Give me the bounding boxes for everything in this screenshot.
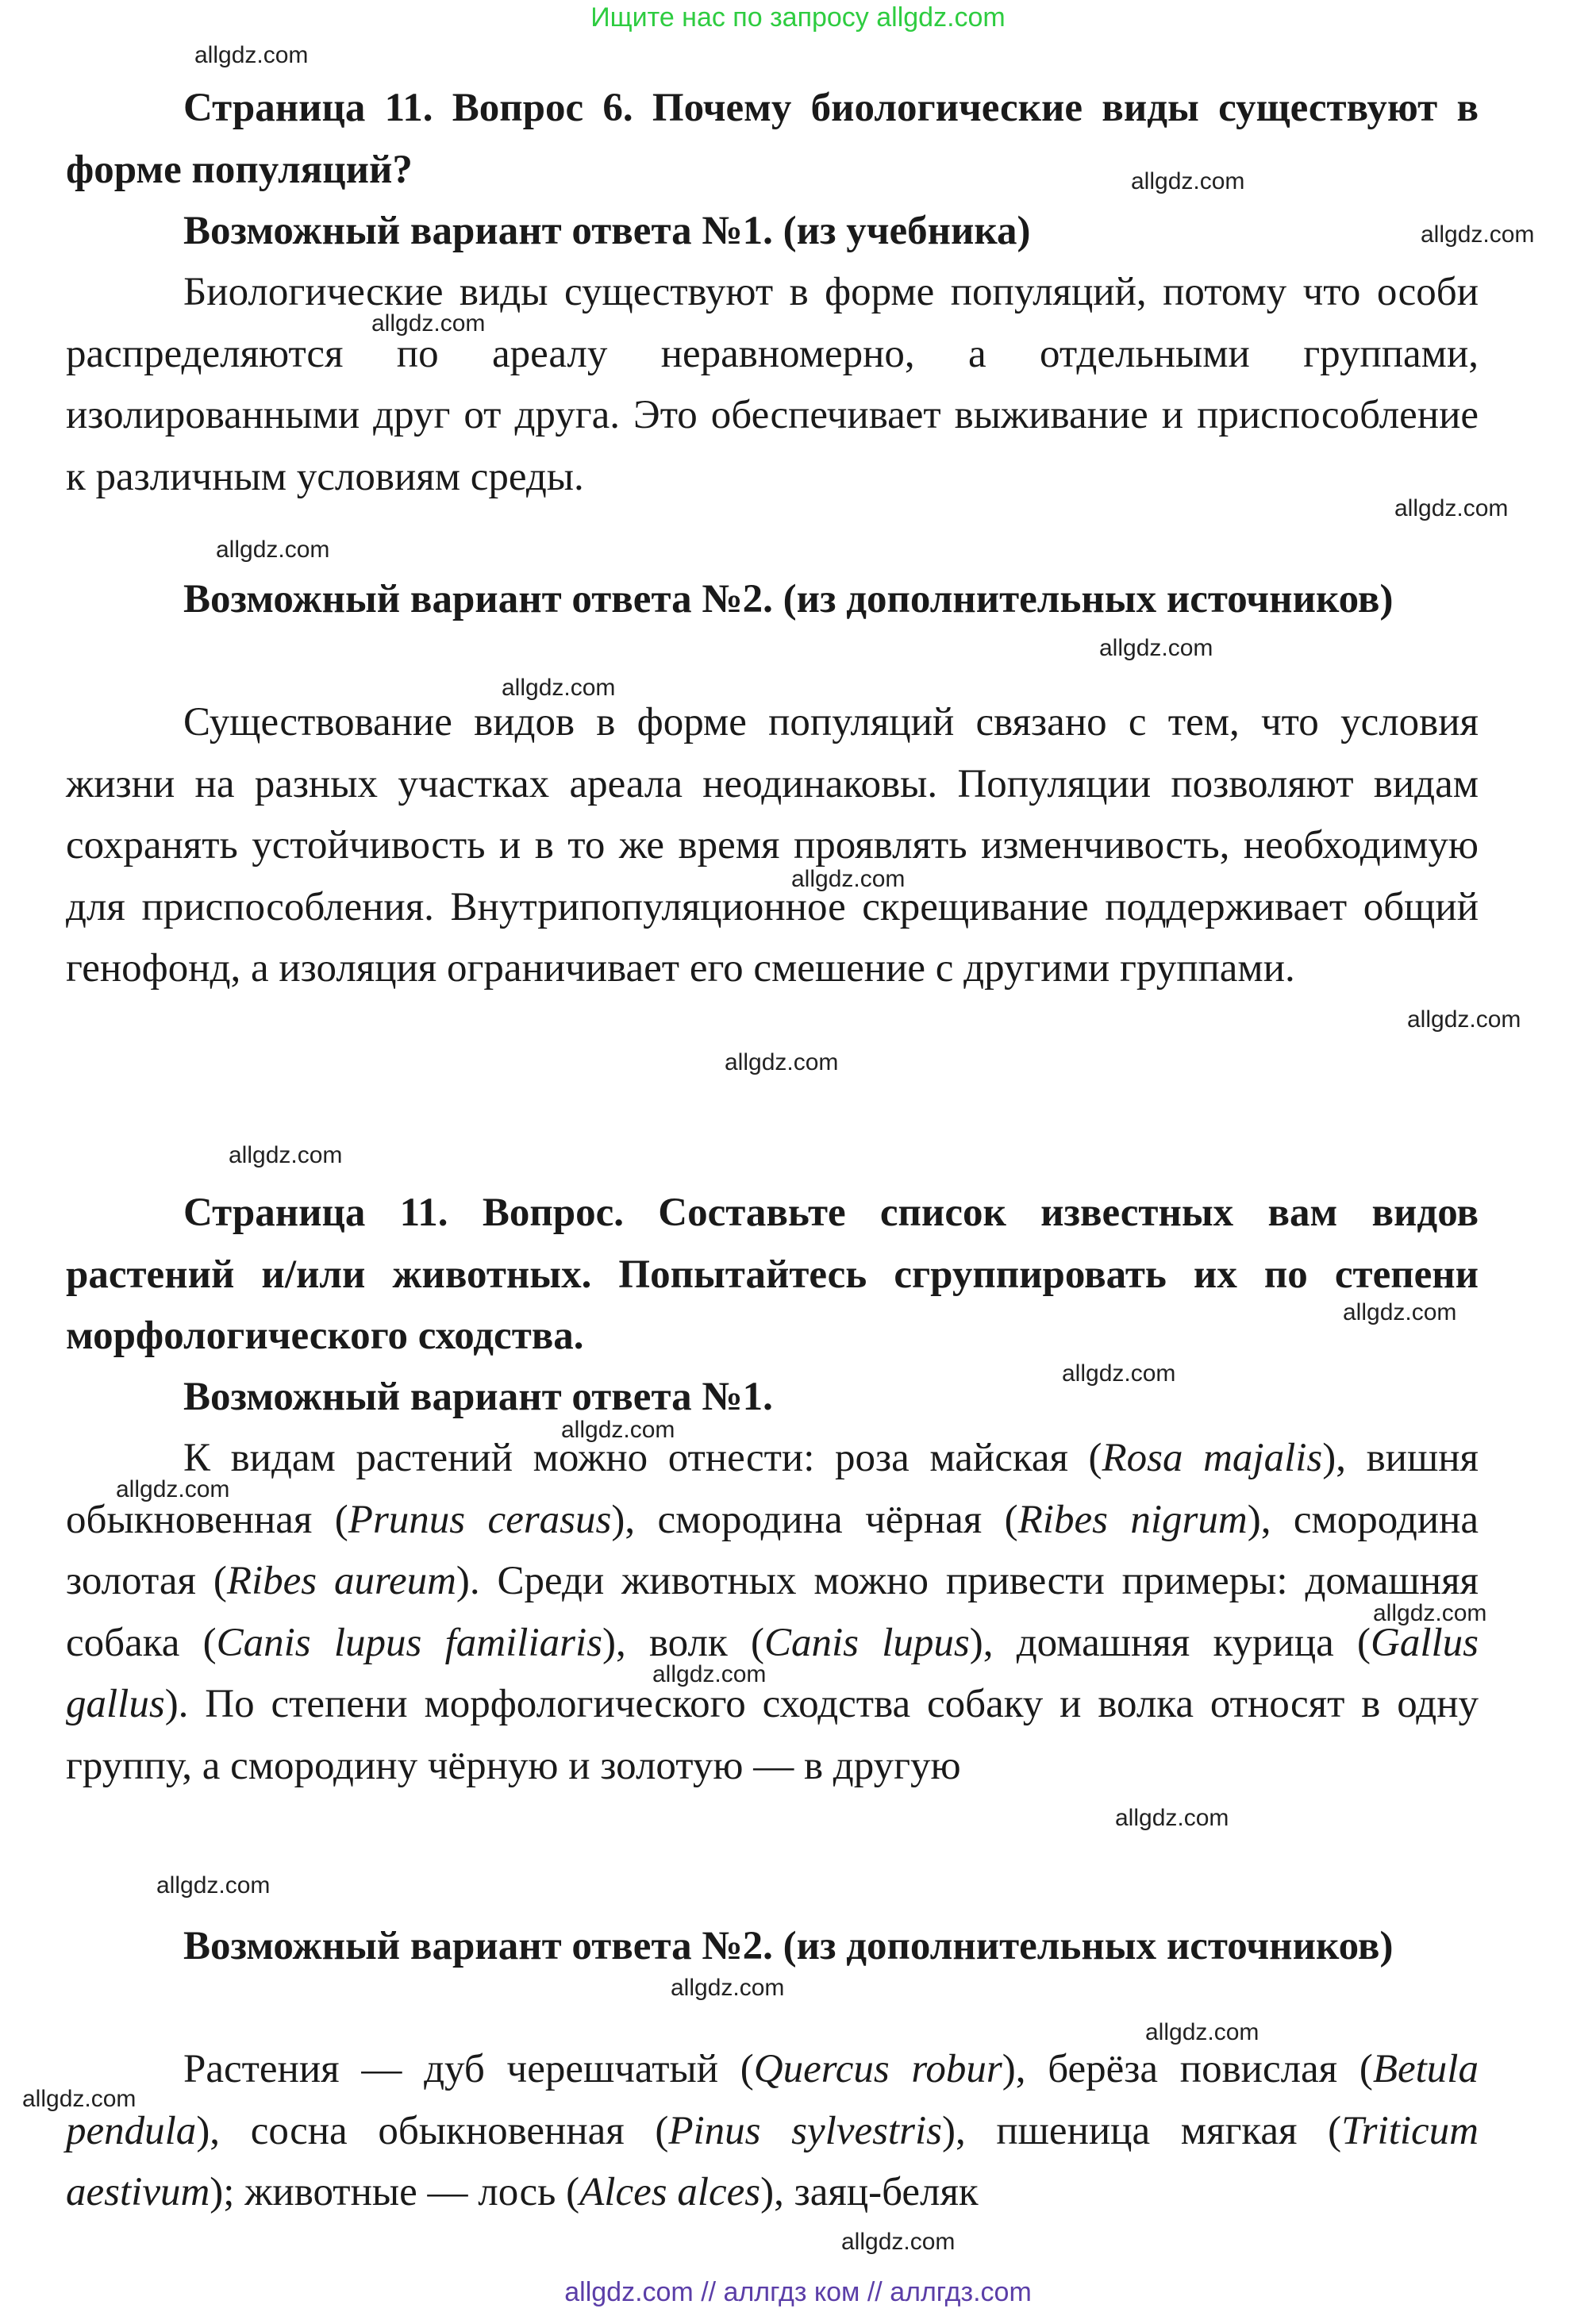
question-heading-1: Страница 11. Вопрос 6. Почему биологические виды существуют в форме популяций? [66, 86, 1479, 192]
watermark: allgdz.com [156, 1872, 271, 1899]
species-name: Ribes aureum [226, 1559, 456, 1603]
species-name: Triticum aestivum [66, 2108, 1479, 2214]
watermark: allgdz.com [216, 537, 330, 563]
watermark: allgdz.com [1394, 495, 1509, 521]
species-name: Pinus sylvestris [668, 2108, 942, 2153]
answer-title-2-2: Возможный вариант ответа №2. (из дополнительных источников) [183, 1924, 1394, 1968]
watermark: allgdz.com [841, 2229, 956, 2255]
watermark: allgdz.com [652, 1661, 767, 1687]
species-name: Canis lupus familiaris [216, 1620, 602, 1665]
watermark: allgdz.com [791, 866, 906, 892]
answer-text-2-1: К видам растений можно отнести: роза майская (Rosa majalis), вишня обыкновенная (Prunus cerasus), смородина чёрная (Ribes nigrum), смородина золотая (Ribes aureum). Среди животных можно привести примеры: домашняя собака (Canis lupus familiaris), волк (Canis lupus), домашняя курица (Gallus gallus). По степени морфологического сходства собаку и волка относят в одну группу, а смородину чёрную и золотую — в другую [66, 1436, 1479, 1788]
top-banner: Ищите нас по запросу allgdz.com [590, 2, 1006, 33]
answer-title-2-1: Возможный вариант ответа №1. [183, 1375, 773, 1419]
species-name: Canis lupus [763, 1620, 970, 1665]
watermark: allgdz.com [561, 1417, 675, 1443]
watermark: allgdz.com [725, 1049, 839, 1075]
watermark: allgdz.com [116, 1476, 230, 1502]
watermark: allgdz.com [1343, 1299, 1457, 1325]
answer-text-1-2: Существование видов в форме популяций связано с тем, что условия жизни на разных участках ареала неодинаковы. Популяции позволяют видам сохранять устойчивость и в то же время проявлять изменчивость, необходимую для приспособления. Внутрипопуляционное скрещивание поддерживает общий генофонд, а изоляция ограничивает его смешение с другими группами. [66, 700, 1479, 991]
watermark: allgdz.com [371, 310, 486, 337]
watermark: allgdz.com [22, 2086, 137, 2112]
answer-text-2-2: Растения — дуб черешчатый (Quercus robur), берёза повислая (Betula pendula), сосна обыкновенная (Pinus sylvestris), пшеница мягкая (Triticum aestivum); животные — лось (Alces alces), заяц-беляк [66, 2047, 1479, 2214]
watermark: allgdz.com [1373, 1600, 1487, 1626]
answer-title-1-1: Возможный вариант ответа №1. (из учебника) [183, 209, 1031, 253]
watermark: allgdz.com [1115, 1805, 1229, 1831]
question-heading-2: Страница 11. Вопрос. Составьте список известных вам видов растений и/или животных. Попытайтесь сгруппировать их по степени морфологического сходства. [66, 1191, 1479, 1358]
watermark: allgdz.com [1131, 168, 1245, 194]
watermark: allgdz.com [194, 42, 309, 68]
watermark: allgdz.com [1099, 635, 1213, 661]
species-name: Alces alces [579, 2170, 761, 2214]
watermark: allgdz.com [1407, 1006, 1521, 1033]
species-name: Prunus cerasus [348, 1497, 612, 1542]
watermark: allgdz.com [1421, 221, 1535, 248]
answer-title-1-2: Возможный вариант ответа №2. (из дополнительных источников) [183, 577, 1394, 621]
answer-text-1-1: Биологические виды существуют в форме популяций, потому что особи распределяются по ареалу неравномерно, а отдельными группами, изолированными друг от друга. Это обеспечивает выживание и приспособление к различным условиям среды. [66, 270, 1479, 499]
watermark: allgdz.com [671, 1975, 785, 2001]
species-name: Betula pendula [66, 2047, 1479, 2153]
watermark: allgdz.com [229, 1142, 343, 1168]
watermark: allgdz.com [502, 675, 616, 701]
watermark: allgdz.com [1145, 2019, 1259, 2045]
species-name: Ribes nigrum [1017, 1497, 1248, 1542]
footer-links[interactable]: allgdz.com // аллгдз ком // аллгдз.com [564, 2277, 1032, 2307]
species-name: Gallus gallus [66, 1620, 1479, 1726]
species-name: Quercus robur [753, 2047, 1002, 2091]
species-name: Rosa majalis [1102, 1436, 1323, 1480]
watermark: allgdz.com [1062, 1360, 1176, 1387]
